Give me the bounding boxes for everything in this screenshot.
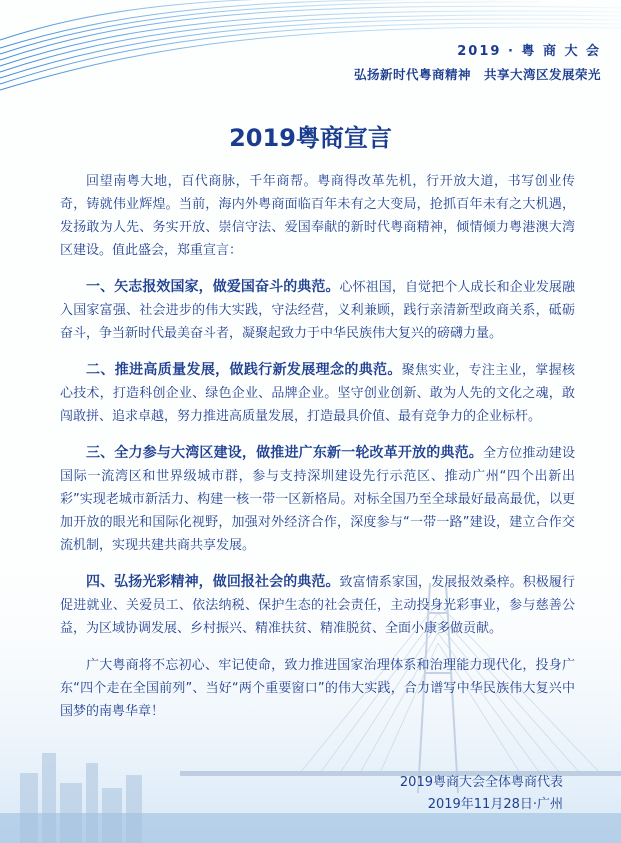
section-paragraph-2 [60, 359, 575, 428]
event-header [354, 40, 601, 83]
event-name: 2019 · 粤 商 大 会 [457, 44, 601, 59]
section-text-2: 聚焦实业，专注主业，掌握核心技术，打造科创企业、绿色企业、品牌企业。坚守创业创新、敢为人先的文化之魂，敢闯敢拼、追求卓越，努力推进高质量发展，打造最具价值、最有竞争力的企业标杆。 [60, 363, 575, 424]
closing-paragraph: 广大粤商将不忘初心、牢记使命，致力推进国家治理体系和治理能力现代化，投身广东“四个走在全国前列”、当好“两个重要窗口”的伟大实践，合力谱写中华民族伟大复兴中国梦的南粤华章！ [60, 658, 575, 719]
section-heading-2: 二、推进高质量发展，做践行新发展理念的典范。 [86, 362, 402, 378]
section-heading-3: 三、全力参与大湾区建设，做推进广东新一轮改革开放的典范。 [86, 445, 483, 461]
event-slogan: 弘扬新时代粤商精神 共享大湾区发展荣光 [353, 67, 601, 82]
section-heading-4: 四、弘扬光彩精神，做回报社会的典范。 [86, 574, 340, 590]
signature-date: 2019年11月28日·广州 [427, 797, 563, 812]
section-text-1: 心怀祖国，自觉把个人成长和企业发展融入国家富强、社会进步的伟大实践，守法经营，义利兼顾，践行亲清新型政商关系，砥砺奋斗，争当新时代最美奋斗者，凝聚起致力于中华民族伟大复兴的磅礴力量。 [60, 280, 575, 341]
section-paragraph-3 [60, 442, 575, 557]
section-text-4: 致富情系家国，发展报效桑梓。积极履行促进就业、关爱员工、依法纳税、保护生态的社会责任，主动投身光彩事业，参与慈善公益，为区域协调发展、乡村振兴、精准扶贫、精准脱贫、全面小康多做贡献。 [60, 575, 575, 636]
signature-block [400, 772, 563, 816]
section-heading-1: 一、矢志报效国家，做爱国奋斗的典范。 [86, 279, 340, 295]
signature-org: 2019粤商大会全体粤商代表 [399, 775, 563, 790]
page-title: 2019粤商宣言 [229, 124, 392, 152]
intro-paragraph: 回望南粤大地，百代商脉，千年商帮。粤商得改革先机，行开放大道，书写创业传奇，铸就伟业辉煌。当前，海内外粤商面临百年未有之大变局，抢抓百年未有之大机遇，发扬敢为人先、务实开放、崇信守法、爱国奉献的新时代粤商精神，倾情倾力粤港澳大湾区建设。值此盛会，郑重宣言： [60, 174, 575, 258]
section-text-3: 全方位推动建设国际一流湾区和世界级城市群，参与支持深圳建设先行示范区、推动广州“四个出新出彩”实现老城市新活力、构建一核一带一区新格局。对标全国乃至全球最好最高最优，以更加开放的眼光和国际化视野，加强对外经济合作，深度参与“一带一路”建设，建立合作交流机制，实现共建共商共享发展。 [60, 446, 575, 553]
section-paragraph-4 [60, 571, 575, 640]
section-paragraph-1 [60, 276, 575, 345]
declaration-body [60, 170, 575, 737]
